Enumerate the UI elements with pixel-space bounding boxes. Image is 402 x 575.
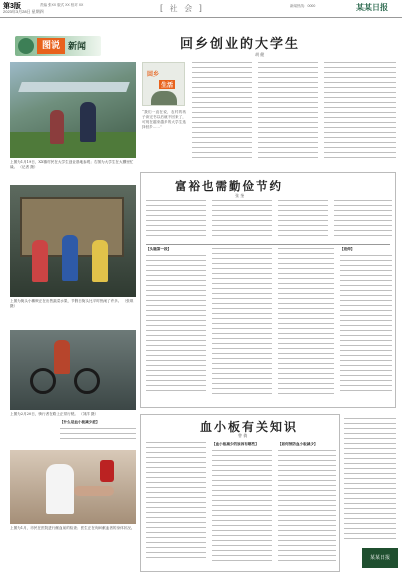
article3-col-3 bbox=[278, 450, 336, 568]
article1-column-2 bbox=[258, 62, 318, 170]
hotline: 新闻热线：0000 bbox=[290, 4, 316, 8]
article2-divider bbox=[146, 244, 390, 245]
newspaper-logo: 某某日报 bbox=[356, 2, 388, 12]
camera-icon bbox=[18, 38, 34, 54]
article3-side-col bbox=[344, 418, 396, 546]
article1-headline: 回乡创业的大学生 bbox=[180, 37, 301, 52]
article1-caption-text: 上图为1月19日，XX镇村民在大学生创业基地参观；右图为大学生在大棚里忙碌。 bbox=[10, 160, 134, 169]
article2-body-col-4 bbox=[340, 255, 392, 405]
article2-headline: 富裕也需勤俭节约 bbox=[175, 179, 283, 193]
article1-byline: 胡 健 bbox=[255, 52, 265, 57]
article3-col-1 bbox=[146, 442, 206, 568]
article2-intro-col-1 bbox=[146, 200, 206, 240]
bottom-caption: 上图为1月，市民在医院进行献血前的检查；医生正在询问献血者的身体状况。 bbox=[10, 526, 135, 530]
article3-q2: 【血小板减少的原因有哪些】 bbox=[212, 442, 259, 446]
article3-q1: 【什么是血小板减少症】 bbox=[60, 420, 100, 424]
article2-photo bbox=[10, 185, 136, 297]
article1-caption bbox=[10, 160, 136, 170]
article2-caption-credit: （张琪 摄） bbox=[10, 299, 134, 308]
article3-caption-credit: （刘洋 摄） bbox=[79, 412, 99, 416]
article1-column-3 bbox=[324, 62, 396, 170]
page-header bbox=[0, 0, 402, 18]
article3-photo-caption bbox=[10, 412, 136, 417]
banner-tag: 图说 bbox=[37, 38, 65, 54]
article3-q3: 【如何预防血小板减少】 bbox=[278, 442, 318, 446]
banner-text: 新闻 bbox=[68, 42, 87, 52]
article3-byline: 曾 倩 bbox=[238, 433, 248, 438]
article1-lead: “我们一直在说，农村的孩子读完书以后就不回来了，可现在越来越多的大学生选择回乡……” bbox=[142, 110, 186, 130]
article3-col-2 bbox=[212, 450, 272, 568]
article1-photo bbox=[10, 62, 136, 158]
inset-label-b: 生活 bbox=[161, 82, 174, 89]
article2-intro-col-4 bbox=[334, 200, 392, 240]
article2-subhead-a: 【头题第一段】 bbox=[146, 247, 172, 251]
article2-intro-col-2 bbox=[212, 200, 272, 240]
bottom-photo bbox=[10, 450, 136, 524]
article2-body-col-3 bbox=[278, 248, 334, 405]
article2-caption bbox=[10, 299, 136, 309]
article2-body-col-2 bbox=[212, 248, 272, 405]
page-number: 第3版 bbox=[3, 3, 21, 10]
article2-subhead-b: 【延伸】 bbox=[340, 247, 355, 251]
article2-body-col-1 bbox=[146, 255, 206, 405]
article1-inset-photo bbox=[142, 62, 185, 106]
article3-q1-body bbox=[60, 428, 136, 446]
section-label: [ 社 会 ] bbox=[160, 4, 204, 13]
article2-caption-text: 上图为街头小摊贩正在出售蔬菜水果，节假日街头比平时热闹了许多。 bbox=[10, 299, 122, 303]
article3-caption-text: 上图为2月20日，骑行者在路上正常行驶。 bbox=[10, 412, 78, 416]
bottom-logo: 某某日报 bbox=[362, 548, 398, 568]
edition-date: 2023年3月28日 星期四 bbox=[3, 9, 44, 14]
editors-line: 责编 张XX 版式 XX 校对 XX bbox=[40, 3, 84, 7]
article3-headline: 血小板有关知识 bbox=[200, 420, 299, 434]
article1-caption-credit: （记者 摄） bbox=[18, 165, 38, 169]
article2-intro-col-3 bbox=[278, 200, 328, 240]
photo-news-banner bbox=[15, 36, 103, 58]
article2-byline: 张 奎 bbox=[235, 193, 245, 198]
article3-photo bbox=[10, 330, 136, 410]
article1-column-1 bbox=[192, 62, 252, 170]
inset-label-a: 回乡 bbox=[147, 71, 160, 78]
